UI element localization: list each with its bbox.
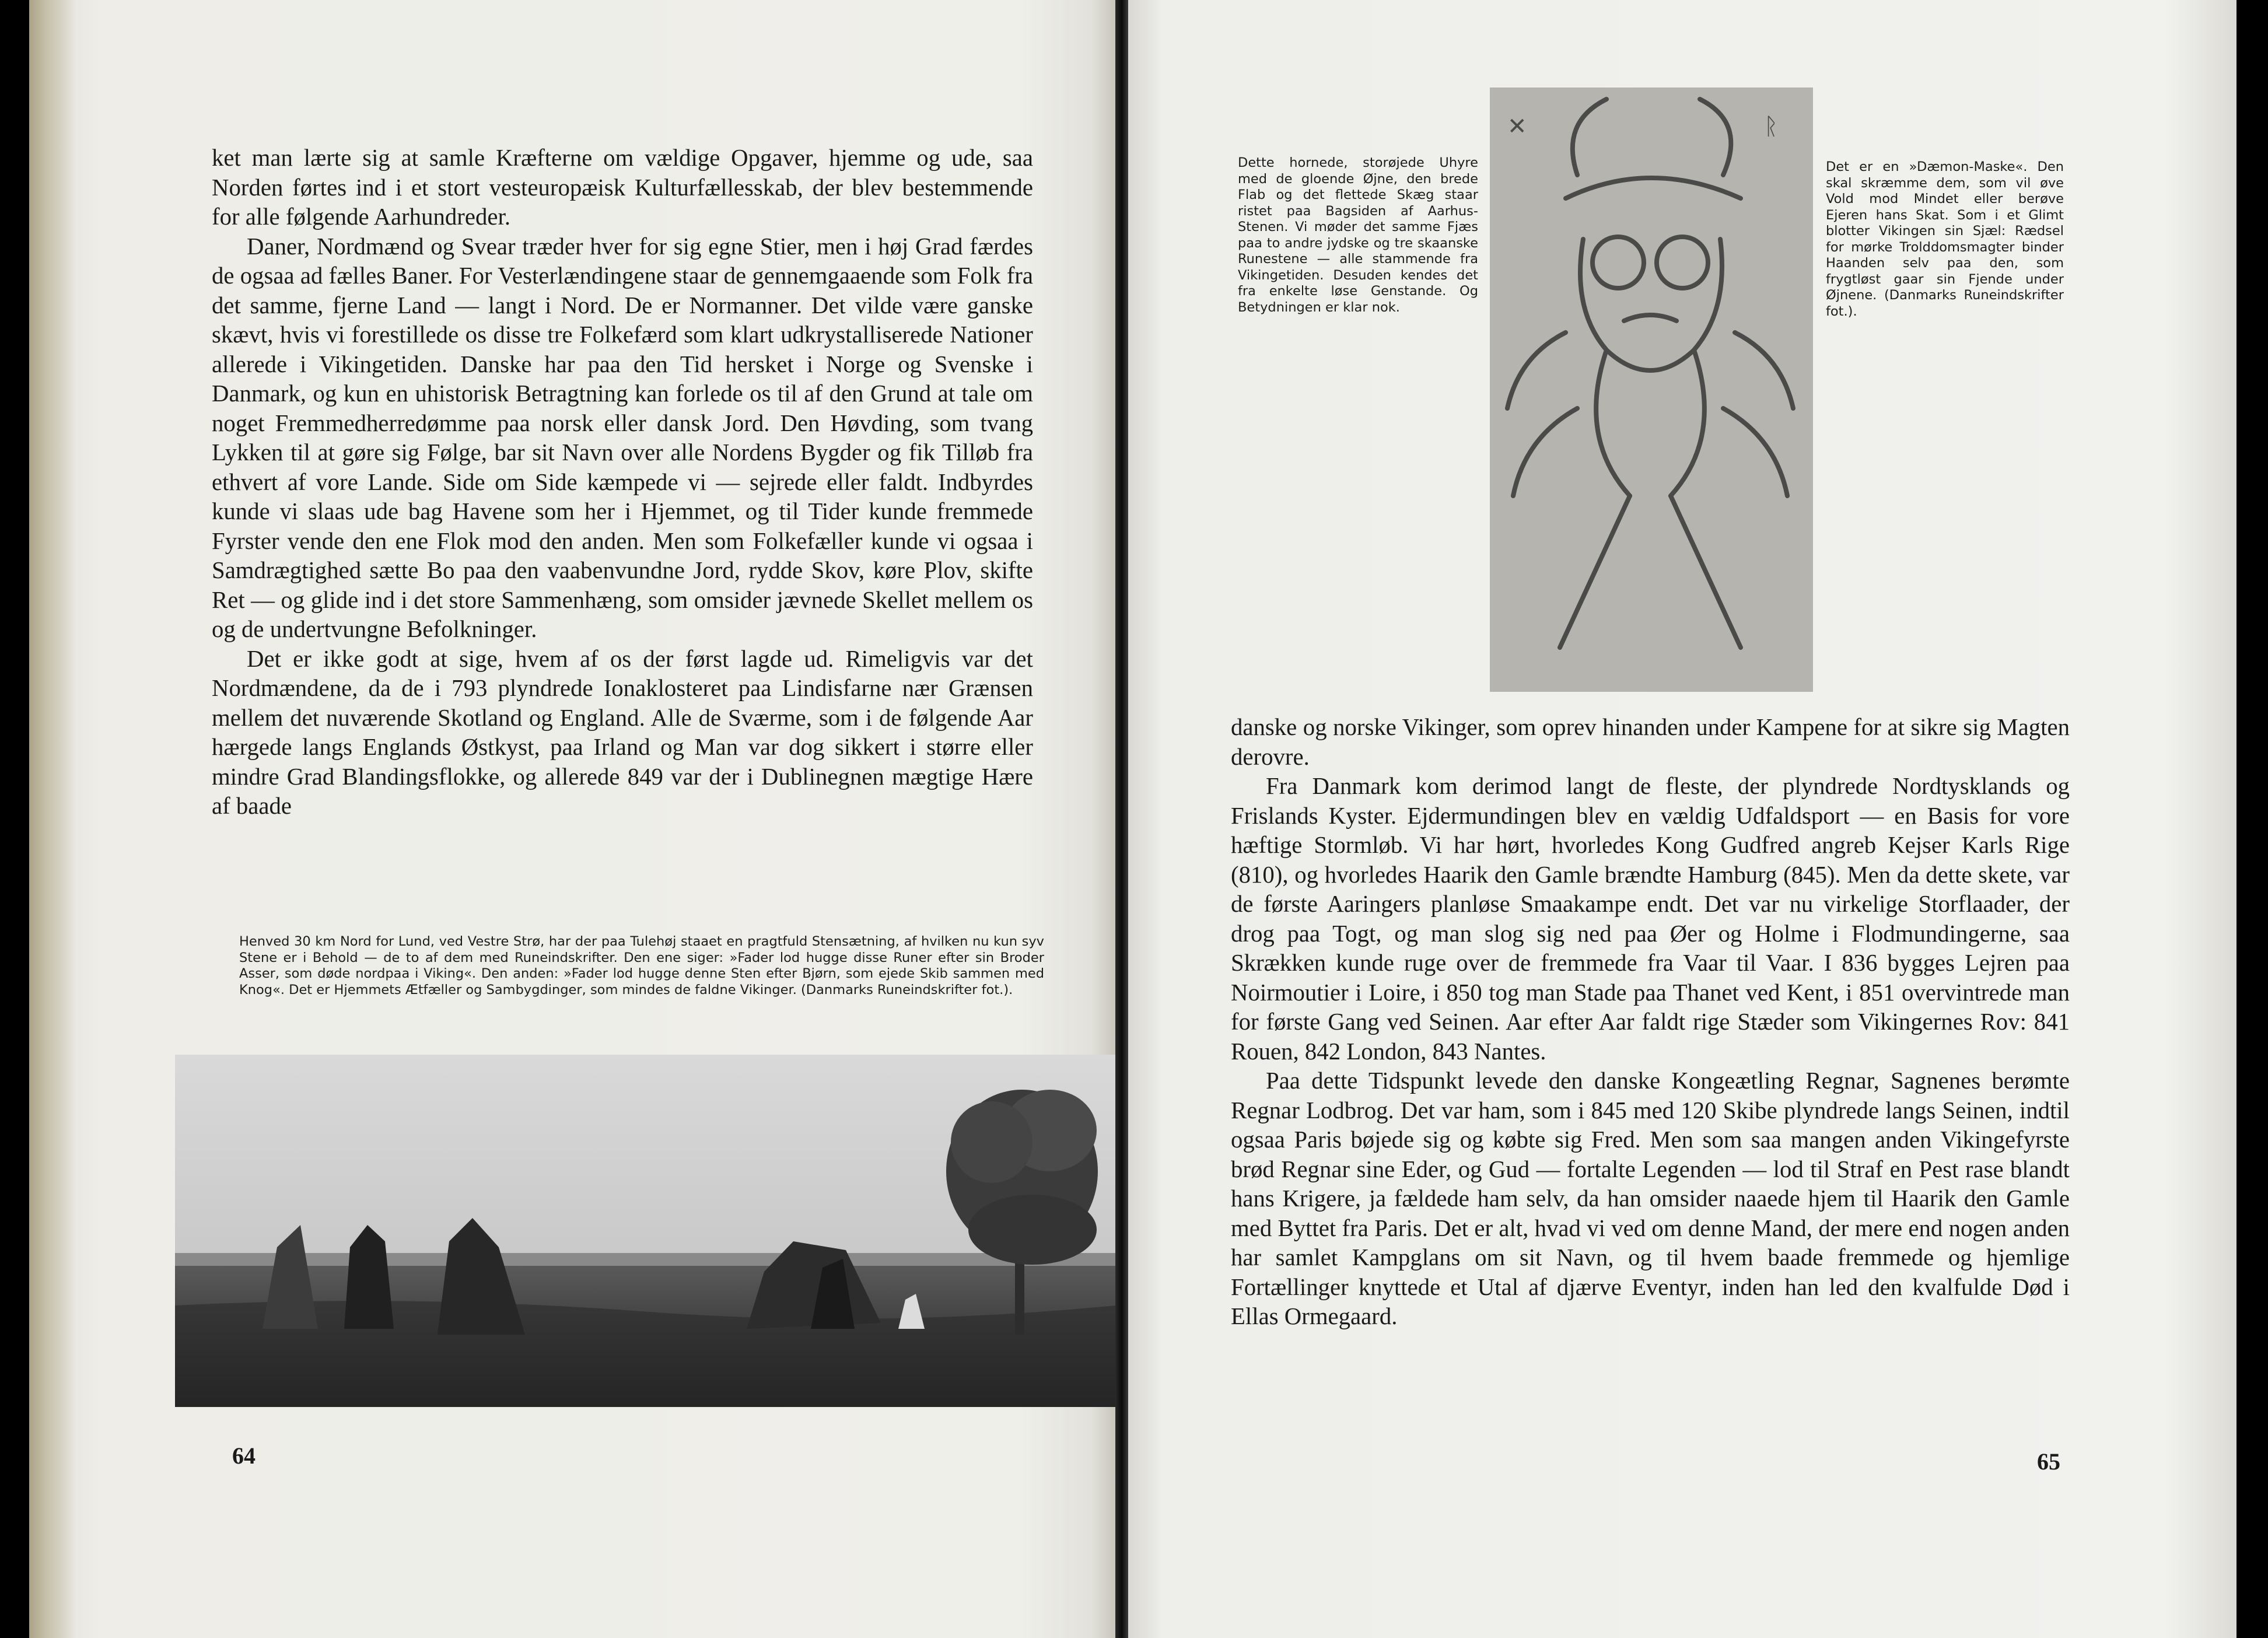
- book-spine: [1115, 0, 1128, 1638]
- runestone-mask-photo: [1490, 88, 1813, 692]
- right-body-text: [1231, 713, 2070, 1332]
- page-edge-stack: [29, 0, 76, 1638]
- paragraph: ket man lærte sig at samle Kræfterne om vældige Opgaver, hjemme og ude, saa Norden førtes ind i et stort vesteuropæisk Kulturfællesskab, der blev bestemmende for alle følgende Aarhundreder.: [212, 145, 1033, 230]
- runestone-caption-right: Det er en »Dæmon-Maske«. Den skal skræmme dem, som vil øve Vold mod Mindet eller berøve Ejeren hans Skat. Som i et Glimt blotter Vikingen sin Sjæl: Rædsel for mørke Trolddomsmagter binder Haanden selv paa den, som frygtløst gaar sin Fjende under Øjnene. (Danmarks Runeindskrifter fot.).: [1826, 159, 2064, 319]
- page-number: 64: [232, 1443, 256, 1469]
- paragraph: danske og norske Vikinger, som oprev hinanden under Kampene for at sikre sig Magten derovre.: [1231, 714, 2070, 770]
- scan-border-right: [2236, 0, 2268, 1638]
- paragraph: Daner, Nordmænd og Svear træder hver for sig egne Stier, men i høj Grad færdes de ogsaa ad fælles Baner. For Vesterlændingene staar de gennemgaaende som Folk fra det samme, fjerne Land — langt i Nord. De er Normanner. Det vilde være ganske skævt, hvis vi forestillede os disse tre Folkefærd som klart udkrystalliserede Nationer allerede i Vikingetiden. Danske har paa den Tid hersket i Norge og Svenske i Danmark, og kun en uhistorisk Betragtning kan forlede os til af den Grund at tale om noget Fremmedherredømme paa norsk eller dansk Jord. Den Høvding, som tvang Lykken til at gøre sig Følge, bar sit Navn over alle Nordens Bygder og fik Tilløb fra ethvert af vore Lande. Side om Side kæmpede vi — sejrede eller faldt. Indbyrdes kunde vi slaas ude bag Havene som her i Hjemmet, og til Tider kunde fremmede Fyrster vende den ene Flok mod den anden. Men som Folkefæller kunde vi ogsaa i Samdrægtighed sætte Bo paa den vaabenvundne Jord, rydde Skov, køre Plov, skifte Ret — og glide ind i det store Sammenhæng, som omsider jævnede Skellet mellem os og de undertvungne Befolkninger.: [212, 233, 1033, 642]
- page-number: 65: [2037, 1448, 2060, 1475]
- runestone-caption-left: Dette hornede, storøjede Uhyre med de gloende Øjne, den brede Flab og det flettede Skæg staar ristet paa Bagsiden af Aarhus-Stenen. Vi møder det samme Fjæs paa to andre jydske og tre skaanske Runestene — alle stammende fra Vikingetiden. Desuden kendes det fra enkelte løse Genstande. Og Betydningen er klar nok.: [1238, 155, 1478, 315]
- paragraph: Fra Danmark kom derimod langt de fleste, der plyndrede Nordtysklands og Frislands Kyster. Ejdermundingen blev en vældig Udfaldsport — en Basis for vore hæftige Stormløb. Vi har hørt, hvorledes Kong Gudfred angreb Kejser Karls Rige (810), og hvorledes Haarik den Gamle brændte Hamburg (845). Men da dette skete, var de første Aaringers planløse Smaakampe endt. Det var nu virkelige Storflaader, der drog paa Togt, og man slog sig ned paa Øer og Holme i Flodmundingerne, saa Skrækken kunde ruge over de fremmede fra Vaar til Vaar. I 836 bygges Lejren paa Noirmoutier i Loire, i 850 tog man Stade paa Thanet ved Kent, i 851 overvintrede man for første Gang ved Seinen. Aar efter Aar faldt rige Stæder som Vikingernes Rov: 841 Rouen, 842 London, 843 Nantes.: [1231, 773, 2070, 1065]
- paragraph: Paa dette Tidspunkt levede den danske Kongeætling Regnar, Sagnenes berømte Regnar Lodbrog. Det var ham, som i 845 med 120 Skibe plyndrede langs Seinen, indtil ogsaa Paris bøjede sig og købte sig Fred. Men som saa mangen anden Vikingefyrste brød Regnar sine Eder, og Gud — fortalte Legenden — lod til Straf en Pest rase blandt hans Krigere, ja fældede ham selv, da han omsider naaede hjem til Haarik den Gamle med Byttet fra Paris. Det er alt, hvad vi ved om denne Mand, der mere end nogen anden har samlet Kampglans om sit Navn, og til hvem baade fremmede og hjemlige Fortællinger knyttede et Utal af djærve Eventyr, inden han led den kvalfulde Død i Ellas Ormegaard.: [1231, 1068, 2070, 1329]
- svg-text:ᚱ: ᚱ: [1764, 113, 1778, 140]
- svg-text:✕: ✕: [1507, 113, 1527, 140]
- photo-caption: Henved 30 km Nord for Lund, ved Vestre Strø, har der paa Tulehøj staaet en pragtfuld Stensætning, af hvilken nu kun syv Stene er i Behold — de to af dem med Runeindskrifter. Den ene siger: »Fader lod hugge disse Runer efter sin Broder Asser, som døde nordpaa i Viking«. Den anden: »Fader lod hugge denne Sten efter Bjørn, som ejede Skib sammen med Knog«. Det er Hjemmets Ætfæller og Sambygdinger, som mindes de faldne Vikinger. (Danmarks Runeindskrifter fot.).: [239, 934, 1044, 998]
- left-body-text: [212, 144, 1033, 821]
- standing-stones-photo: [175, 1055, 1115, 1407]
- paragraph: Det er ikke godt at sige, hvem af os der først lagde ud. Rimeligvis var det Nordmændene, da de i 793 plyndrede Ionaklosteret paa Lindisfarne nær Grænsen mellem det nuværende Skotland og England. Alle de Sværme, som i de følgende Aar hærgede langs Englands Østkyst, paa Irland og Man var dog sikkert i større eller mindre Grad Blandingsflokke, og allerede 849 var der i Dublinegnen mægtige Hære af baade: [212, 645, 1033, 819]
- scan-border-left: [0, 0, 29, 1638]
